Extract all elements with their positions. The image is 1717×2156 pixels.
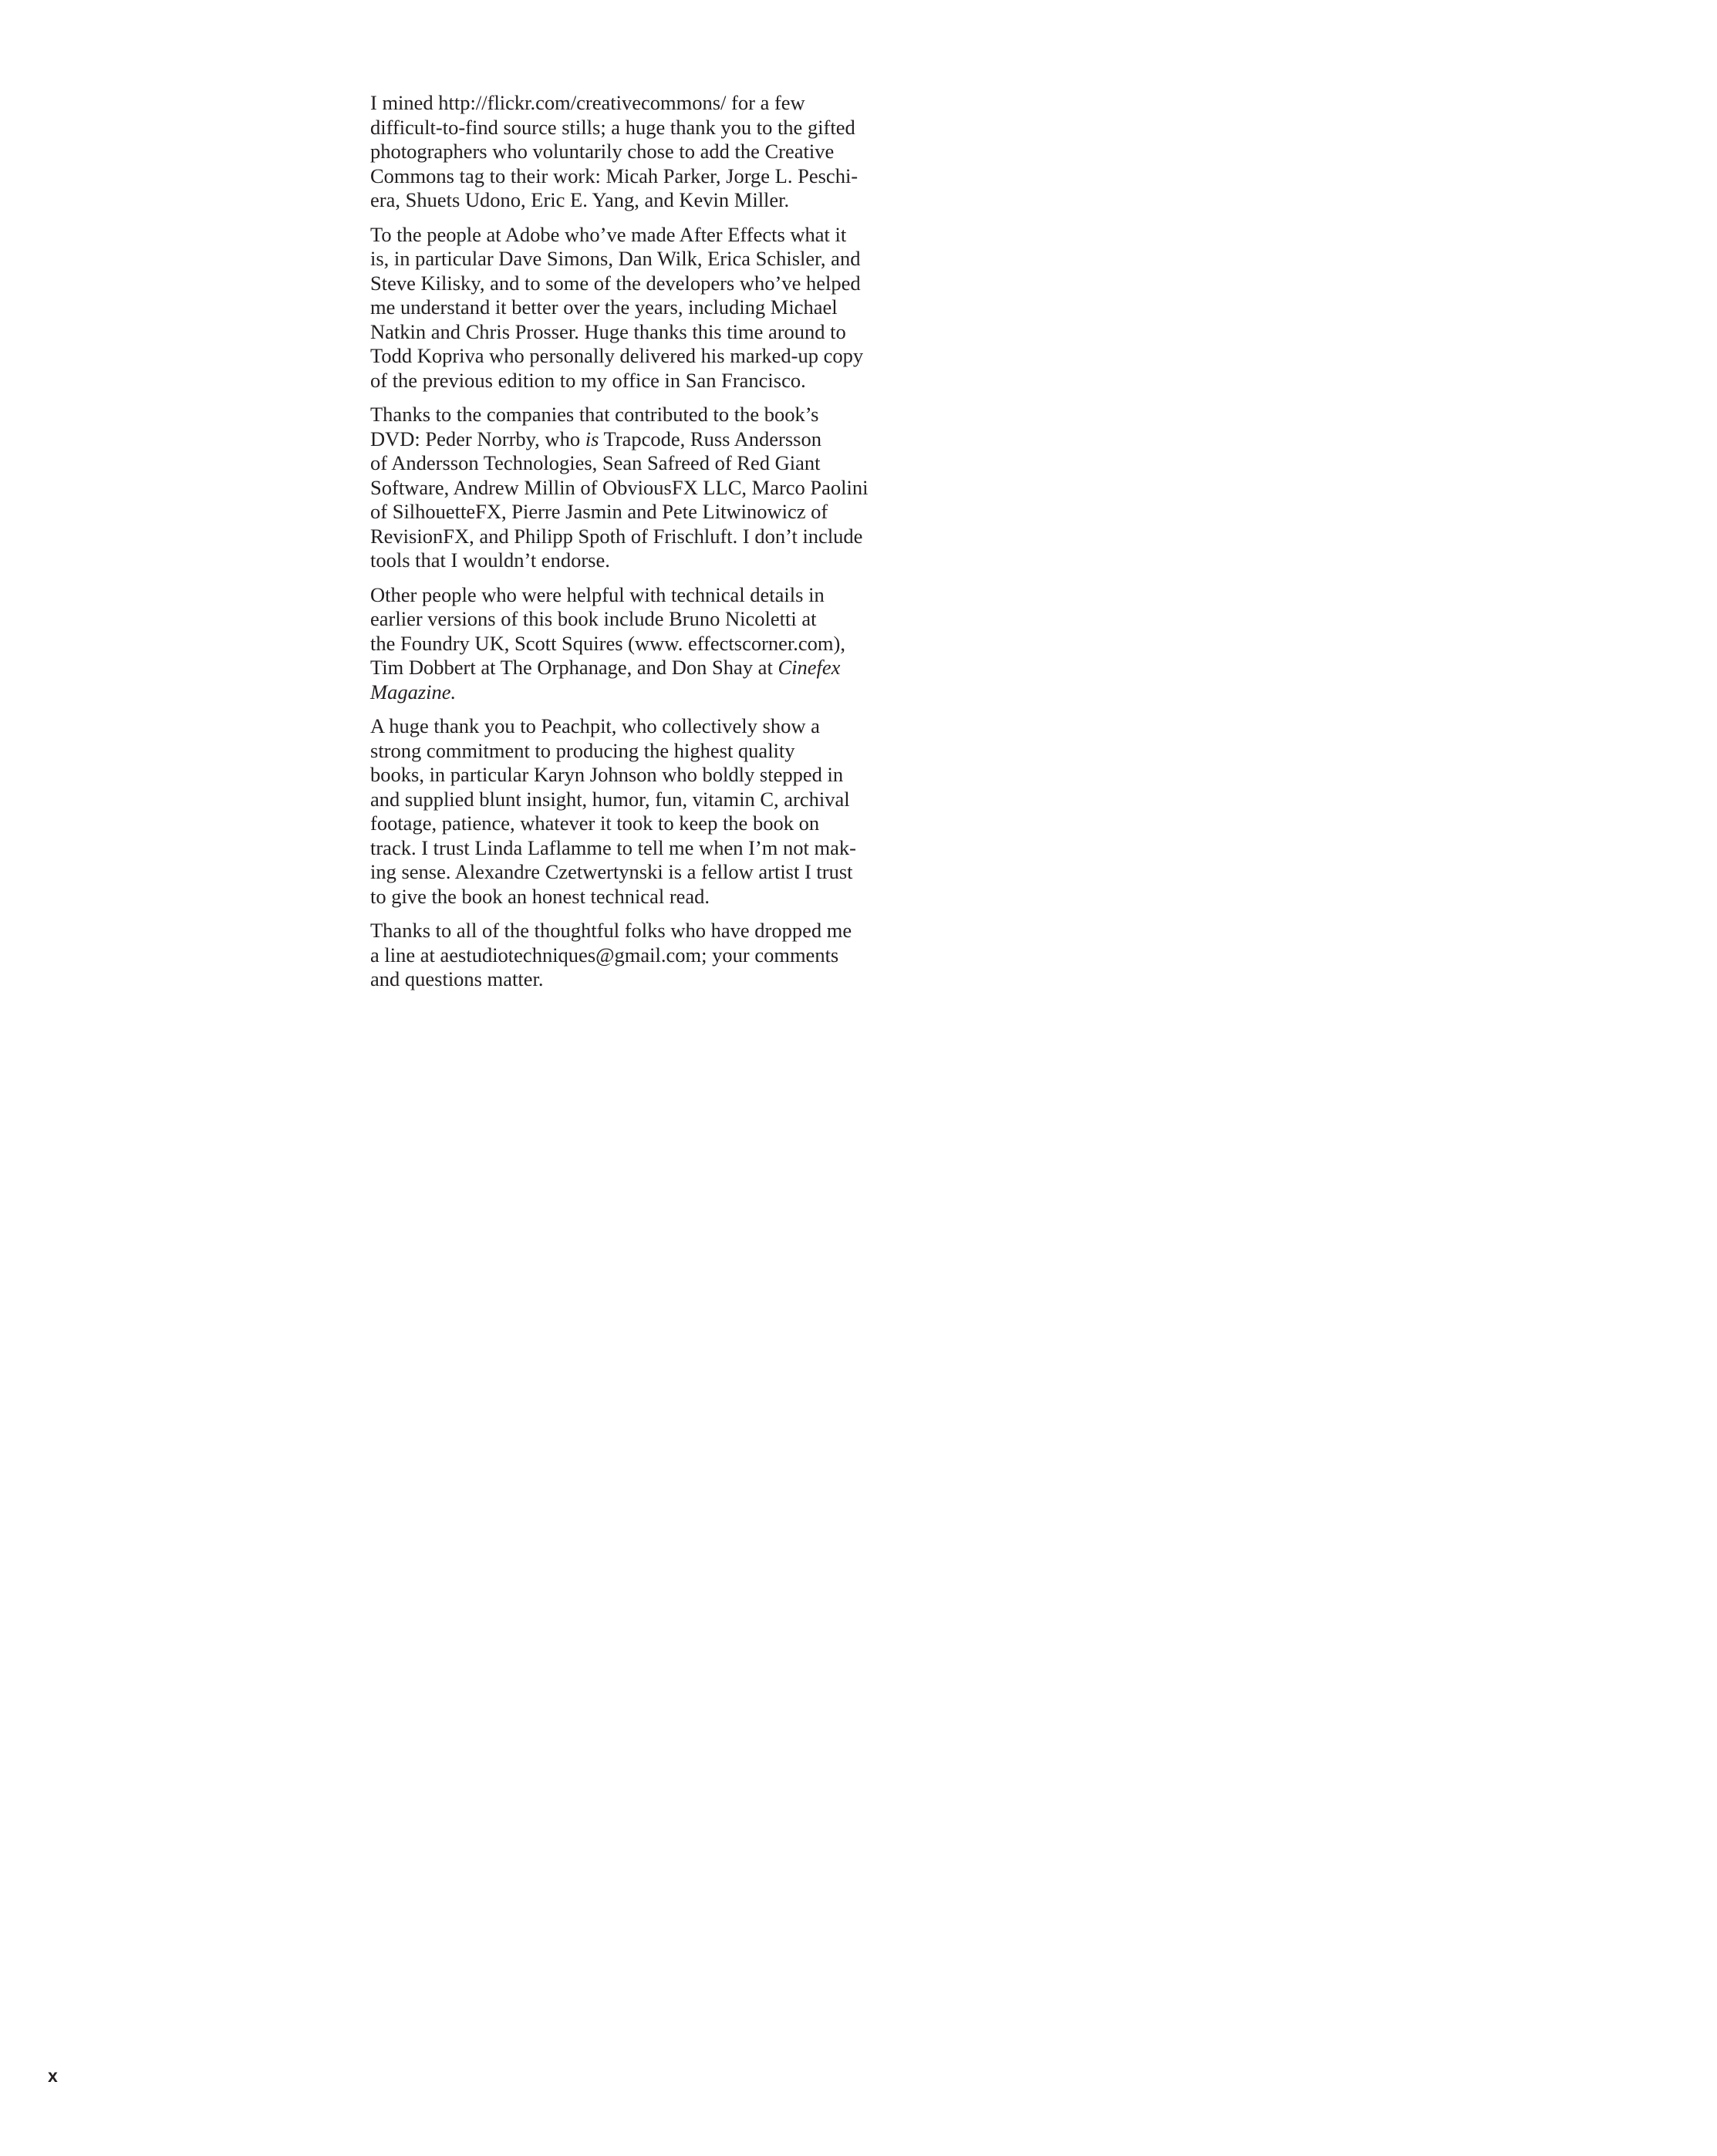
paragraph [370, 919, 879, 992]
text-run: Todd Kopriva who personally delivered his marked-up copy [370, 344, 864, 367]
text-run: Thanks to all of the thoughtful folks who have dropped me [370, 919, 852, 942]
text-run: footage, patience, whatever it took to keep the book on [370, 811, 820, 835]
italic-text-run: Magazine. [370, 680, 457, 703]
paragraph [370, 91, 879, 213]
text-run: Other people who were helpful with technical details in [370, 582, 825, 606]
paragraph [370, 583, 879, 705]
text-run: track. I trust Linda Laflamme to tell me when I’m not mak- [370, 835, 856, 859]
text-run: me understand it better over the years, including Michael [370, 295, 838, 319]
text-run: books, in particular Karyn Johnson who boldly stepped in [370, 763, 844, 786]
text-run: Steve Kilisky, and to some of the developers who’ve helped [370, 271, 861, 295]
text-run: I mined http://flickr.com/creativecommons/ for a few [370, 91, 805, 114]
italic-text-run: is [585, 427, 599, 450]
text-run: RevisionFX, and Philipp Spoth of Frischluft. I don’t include [370, 524, 863, 548]
text-run: Natkin and Chris Prosser. Huge thanks this time around to [370, 319, 846, 343]
italic-text-run: Cinefex [778, 656, 841, 679]
text-run: Tim Dobbert at The Orphanage, and Don Shay at [370, 656, 778, 679]
text-run: difficult-to-find source stills; a huge thank you to the gifted [370, 115, 855, 139]
text-run: is, in particular Dave Simons, Dan Wilk, Erica Schisler, and [370, 247, 861, 270]
text-run: era, Shuets Udono, Eric E. Yang, and Kevin Miller. [370, 188, 790, 211]
text-run: Trapcode, Russ Andersson [599, 427, 821, 450]
folio-page-number: x [48, 2066, 58, 2086]
text-run: a line at aestudiotechniques@gmail.com; your comments [370, 943, 839, 967]
text-run: the Foundry UK, Scott Squires (www. effectscorner.com), [370, 631, 845, 655]
text-run: to give the book an honest technical read. [370, 884, 710, 908]
text-run: Software, Andrew Millin of ObviousFX LLC, Marco Paolini [370, 475, 869, 499]
text-block [370, 91, 879, 1002]
text-run: of the previous edition to my office in San Francisco. [370, 368, 806, 392]
text-run: photographers who voluntarily chose to add the Creative [370, 140, 835, 163]
text-run: Thanks to the companies that contributed to the book’s [370, 403, 819, 426]
text-run: To the people at Adobe who’ve made After Effects what it [370, 222, 847, 246]
paragraph [370, 403, 879, 573]
paragraph [370, 223, 879, 393]
text-run: DVD: Peder Norrby, who [370, 427, 585, 450]
text-run: and supplied blunt insight, humor, fun, vitamin C, archival [370, 787, 850, 811]
paragraph [370, 714, 879, 909]
text-run: Commons tag to their work: Micah Parker, Jorge L. Peschi- [370, 164, 858, 187]
text-run: A huge thank you to Peachpit, who collectively show a [370, 714, 820, 737]
text-run: earlier versions of this book include Bruno Nicoletti at [370, 607, 817, 630]
text-run: strong commitment to producing the highest quality [370, 738, 795, 762]
text-run: ing sense. Alexandre Czetwertynski is a fellow artist I trust [370, 860, 853, 883]
text-run: of SilhouetteFX, Pierre Jasmin and Pete Litwinowicz of [370, 500, 828, 523]
text-run: tools that I wouldn’t endorse. [370, 548, 610, 572]
text-run: of Andersson Technologies, Sean Safreed of Red Giant [370, 451, 821, 474]
text-run: and questions matter. [370, 967, 544, 990]
